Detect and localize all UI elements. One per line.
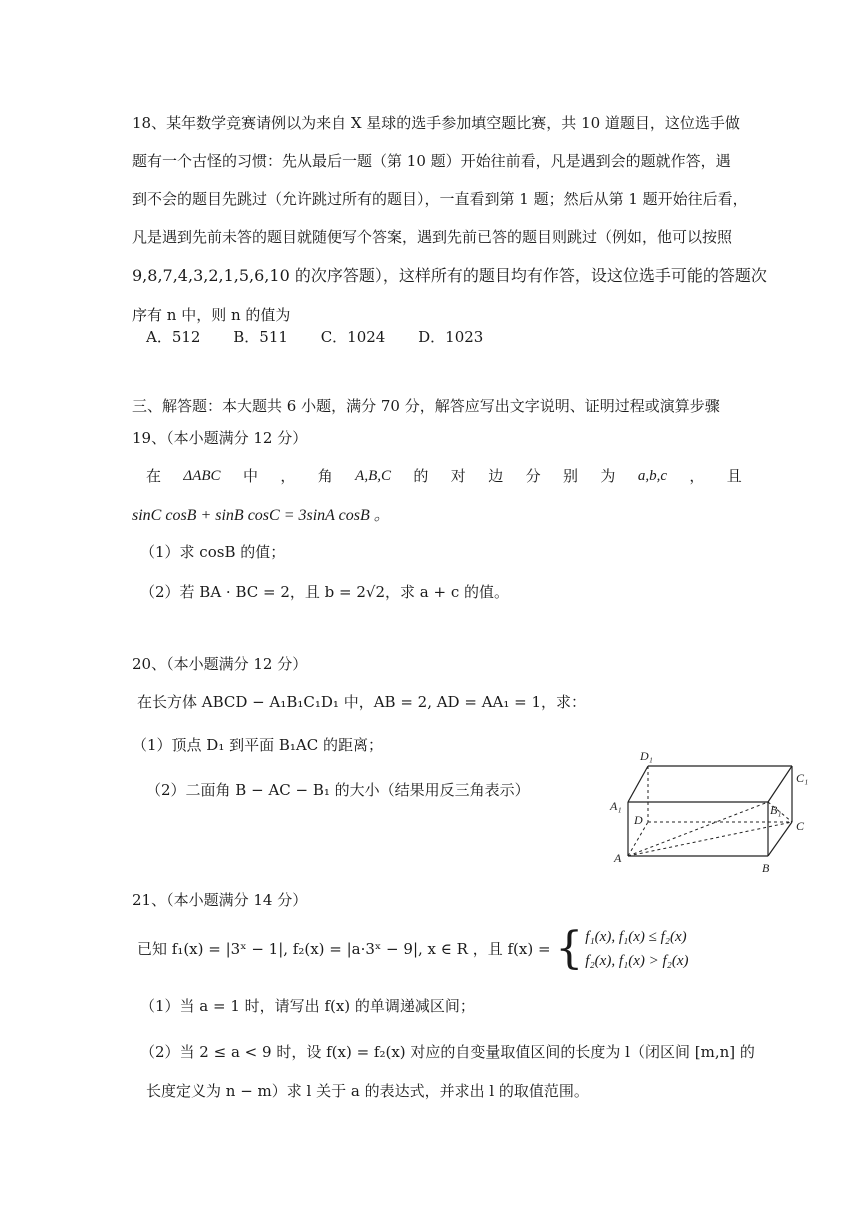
q19-header: 19、（本小题满分 12 分） — [132, 429, 308, 447]
q19-part-1: （1）求 cosB 的值； — [140, 543, 286, 561]
label-c1: C₁ — [796, 771, 809, 785]
label-a: A — [614, 851, 622, 865]
choice-a: A．512 — [146, 328, 201, 346]
label-d1: D₁ — [640, 749, 653, 763]
label-a1: A₁ — [610, 799, 622, 813]
q18-choices — [146, 328, 511, 346]
q21-part-1: （1）当 a = 1 时，请写出 f(x) 的单调递减区间； — [140, 997, 475, 1015]
choice-d: D．1023 — [418, 328, 484, 346]
cuboid-figure — [606, 744, 822, 878]
q19-intro: 在 ΔABC 中 ， 角 A,B,C 的 对 边 分 别 为 a,b,c ， 且 — [146, 467, 742, 485]
q21-header: 21、（本小题满分 14 分） — [132, 891, 308, 909]
q21-part-2-line-2: 长度定义为 n − m）求 l 关于 a 的表达式，并求出 l 的取值范围。 — [146, 1082, 589, 1100]
q18-line-5: 9,8,7,4,3,2,1,5,6,10 的次序答题），这样所有的题目均有作答，设这位选手可能的答题次 — [132, 266, 767, 285]
q21-part-2-line-1: （2）当 2 ≤ a < 9 时，设 f(x) = f₂(x) 对应的自变量取值区间的长度为 l（闭区间 [m,n] 的 — [140, 1043, 755, 1061]
label-b: B — [762, 861, 770, 875]
section-3-heading: 三、解答题：本大题共 6 小题，满分 70 分，解答应写出文字说明、证明过程或演算步骤 — [132, 397, 720, 415]
q20-part-2: （2）二面角 B − AC − B₁ 的大小（结果用反三角表示） — [146, 781, 530, 799]
q18-line-6: 序有 n 中，则 n 的值为 — [132, 306, 291, 324]
q19-equation: sinC cosB + sinB cosC = 3sinA cosB 。 — [132, 507, 390, 524]
q18-line-2: 题有一个古怪的习惯：先从最后一题（第 10 题）开始往前看，凡是遇到会的题就作答，遇 — [132, 152, 731, 170]
choice-c: C．1024 — [320, 328, 386, 346]
q20-header: 20、（本小题满分 12 分） — [132, 655, 308, 673]
q18-line-1: 18、某年数学竞赛请例以为来自 X 星球的选手参加填空题比赛，共 10 道题目，这位选手做 — [132, 114, 740, 132]
choice-b: B．511 — [233, 328, 288, 346]
q19-part-2: （2）若 BA · BC = 2，且 b = 2√2，求 a + c 的值。 — [140, 583, 510, 601]
q20-intro: 在长方体 ABCD − A₁B₁C₁D₁ 中，AB = 2, AD = AA₁ = 1，求： — [137, 693, 587, 711]
label-c: C — [796, 819, 805, 833]
q21-given: 已知 f₁(x) = |3ˣ − 1|, f₂(x) = |a·3ˣ − 9|, x ∈ R ，且 f(x) = { f₁(x), f₁(x) ≤ f₂(x) f₂(x), f₁(x) > f₂(x) — [137, 923, 689, 974]
label-d: D — [634, 813, 643, 827]
piecewise-definition: { f₁(x), f₁(x) ≤ f₂(x) f₂(x), f₁(x) > f₂(x) — [555, 923, 689, 974]
q18-line-4: 凡是遇到先前未答的题目就随便写个答案，遇到先前已答的题目则跳过（例如，他可以按照 — [132, 228, 733, 246]
q18-line-3: 到不会的题目先跳过（允许跳过所有的题目），一直看到第 1 题；然后从第 1 题开始往后看， — [132, 190, 748, 208]
q20-part-1: （1）顶点 D₁ 到平面 B₁AC 的距离； — [132, 736, 384, 754]
label-b1: B₁ — [770, 803, 782, 817]
